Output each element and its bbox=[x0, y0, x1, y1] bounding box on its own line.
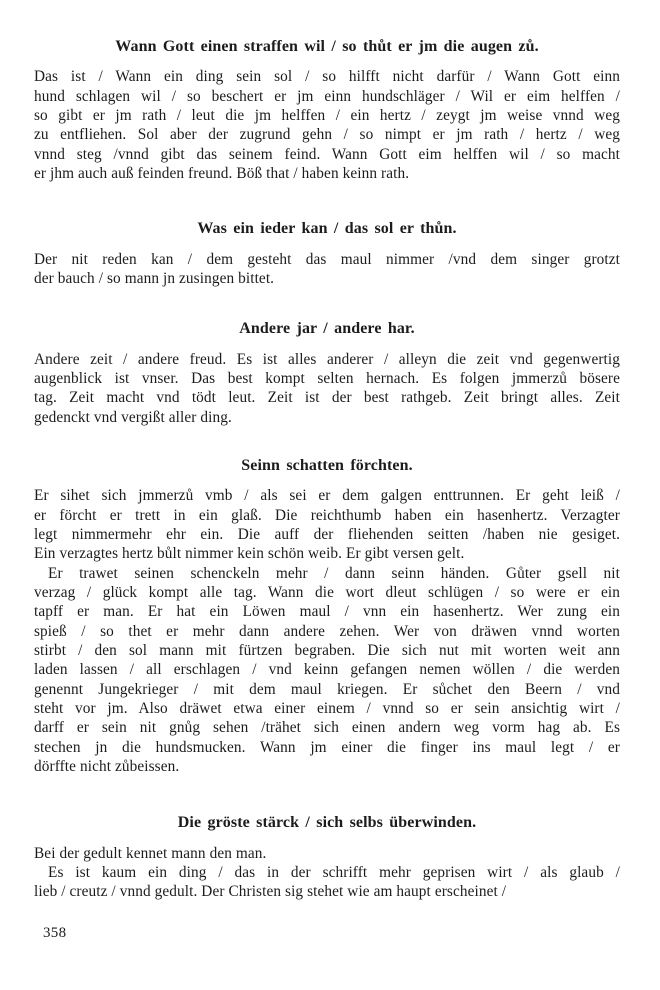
section-heading: Was ein ieder kan / das sol er thůn. bbox=[197, 220, 457, 238]
text-line: Der nit reden kan / dem gesteht das maul nimmer /vnd dem singer grotzt bbox=[34, 250, 620, 268]
section-heading: Andere jar / andere har. bbox=[239, 320, 415, 338]
section-andere-jar bbox=[34, 319, 620, 427]
text-line: stechen jn die hundsmucken. Wann jm einer die finger ins maul legt / er bbox=[34, 738, 620, 756]
text-line: Es ist kaum ein ding / das in der schrifft mehr geprisen wirt / als glaub / bbox=[48, 863, 620, 881]
text-line: augenblick ist vnser. Das best kompt selten hernach. Es folgen jmmerzů bösere bbox=[34, 369, 620, 387]
text-line: zu entfliehen. Sol aber der zugrund gehn / so nimpt er jm rath / hertz / weg bbox=[34, 126, 620, 144]
text-block bbox=[34, 37, 620, 901]
text-line: er förcht er trett in ein glaß. Die reichthumb haben ein hasenhertz. Verzagter bbox=[34, 506, 620, 524]
text-line: gedenckt vnd vergißt aller ding. bbox=[34, 408, 232, 426]
text-line: tapff er man. Er hat ein Löwen maul / vnn ein hasenhertz. Wer zung ein bbox=[34, 603, 620, 621]
text-line: stirbt / den sol mann mit fürtzen begraben. Die sich nut mit worten weit ann bbox=[34, 641, 620, 659]
text-line: Das ist / Wann ein ding sein sol / so hilfft nicht darfür / Wann Gott einn bbox=[34, 68, 620, 86]
text-line: tag. Zeit macht vnd tödt leut. Zeit ist der best rathgeb. Zeit bringt alles. Zeit bbox=[34, 389, 620, 407]
text-line: hund schlagen wil / so beschert er jm einn hundschläger / Wil er eim helffen / bbox=[34, 87, 620, 105]
section-heading: Die gröste stärck / sich selbs überwinden. bbox=[177, 814, 477, 832]
text-line: er jhm auch auß feinden freund. Böß that / haben keinn rath. bbox=[34, 164, 410, 182]
text-line: Andere zeit / andere freud. Es ist alles anderer / alleyn die zeit vnd gegenwertig bbox=[34, 350, 620, 368]
paragraph bbox=[34, 564, 620, 777]
page-number: 358 bbox=[43, 925, 67, 941]
text-line: dörffte nicht zůbeissen. bbox=[34, 757, 180, 775]
section-seinn-schatten bbox=[34, 456, 620, 776]
paragraph bbox=[34, 844, 620, 863]
section-was-ein-ieder-kan bbox=[34, 219, 620, 288]
text-line: darff er sein nit gnůg sehen /trähet sich einen andern weg vorm hag ab. Es bbox=[34, 719, 620, 737]
text-line: Er trawet seinen schenckeln mehr / dann seinn händen. Gůter gsell nit bbox=[48, 564, 620, 582]
text-line: der bauch / so mann jn zusingen bittet. bbox=[34, 269, 275, 287]
section-groste-starck bbox=[34, 813, 620, 901]
text-line: Ein verzagtes hertz bůlt nimmer kein schön weib. Er gibt versen gelt. bbox=[34, 545, 465, 563]
text-line: laden lassen / all erschlagen / vnd keinn gefangen nemen wöllen / die werden bbox=[34, 661, 620, 679]
section-heading: Wann Gott einen straffen wil / so thůt er jm die augen zů. bbox=[115, 38, 539, 55]
text-line: legt nimmermehr ehr ein. Die auff der fliehenden seitten /haben nie gesiget. bbox=[34, 525, 620, 543]
text-line: verzag / glück kompt alle tag. Wann die wort dleut schlügen / so were er ein bbox=[34, 583, 620, 601]
section-heading: Seinn schatten förchten. bbox=[241, 456, 413, 474]
section-wann-gott-straffen bbox=[34, 37, 620, 183]
paragraph bbox=[34, 67, 620, 183]
text-line: Bei der gedult kennet mann den man. bbox=[34, 844, 267, 862]
paragraph bbox=[34, 350, 620, 427]
text-line: genennt Jungekrieger / mit dem maul kriegen. Er sůchet den Beern / vnd bbox=[34, 680, 620, 698]
text-line: spieß / so thet er mehr dann andere zehen. Wer von dräwen vnnd worten bbox=[34, 622, 620, 640]
text-line: steht vor jm. Also dräwet etwa einer einem / vnnd so er sein ansichtig wirt / bbox=[34, 699, 620, 717]
text-line: lieb / creutz / vnnd gedult. Der Christen sig stehet wie am haupt erscheinet / bbox=[34, 883, 507, 901]
text-line: vnnd steg /vnnd gibt das seinem feind. Wann Gott eim helffen wil / so macht bbox=[34, 145, 620, 163]
text-line: Er sihet sich jmmerzů vmb / als sei er dem galgen enttrunnen. Er geht leiß / bbox=[34, 487, 620, 505]
text-line: so gibt er jm rath / leut die jm helffen / ein hertz / zeygt jm weise vnnd weg bbox=[34, 106, 620, 124]
paragraph bbox=[34, 863, 620, 902]
paragraph bbox=[34, 250, 620, 289]
paragraph bbox=[34, 486, 620, 563]
